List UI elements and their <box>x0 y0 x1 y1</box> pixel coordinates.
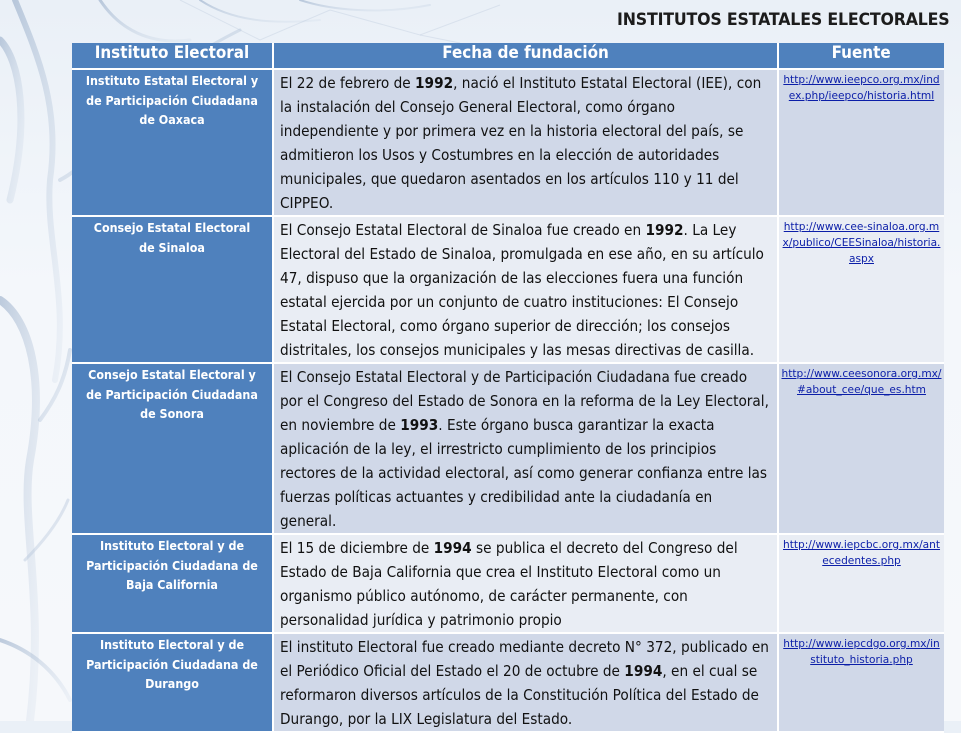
table-row <box>72 535 944 634</box>
table-header-row <box>72 43 944 70</box>
header-founding-date: Fecha de fundación <box>274 43 779 70</box>
table-row <box>72 217 944 364</box>
source-link[interactable]: http://www.iepcbc.org.mx/antecedentes.php <box>782 539 941 567</box>
institute-name: Instituto Electoral y de Participación Ciudadana de Durango <box>72 634 274 733</box>
source-link[interactable]: http://www.ceesonora.org.mx/#about_cee/que_es.htm <box>781 368 942 396</box>
source-cell <box>779 535 944 634</box>
founding-description: El 22 de febrero de 1992, nació el Instituto Estatal Electoral (IEE), con la instalación del Consejo General Electoral, como órgano independiente y por primera vez en la historia electoral del país, se admitieron los Usos y Costumbres en la elección de autoridades municipales, que quedaron asentados en los artículos 110 y 11 del CIPPEO. <box>274 70 779 217</box>
institute-name: Consejo Estatal Electoral y de Participación Ciudadana de Sonora <box>72 364 274 535</box>
header-institute: Instituto Electoral <box>72 43 274 70</box>
source-link[interactable]: http://www.cee-sinaloa.org.mx/publico/CEESinaloa/historia.aspx <box>782 221 941 265</box>
institute-name: Consejo Estatal Electoral de Sinaloa <box>72 217 274 364</box>
table-row <box>72 364 944 535</box>
institute-name: Instituto Estatal Electoral y de Participación Ciudadana de Oaxaca <box>72 70 274 217</box>
table-row <box>72 634 944 733</box>
source-cell <box>779 364 944 535</box>
table-row <box>72 70 944 217</box>
institute-name: Instituto Electoral y de Participación Ciudadana de Baja California <box>72 535 274 634</box>
founding-year: 1994 <box>433 539 472 557</box>
founding-description: El instituto Electoral fue creado mediante decreto N° 372, publicado en el Periódico Oficial del Estado el 20 de octubre de 1994, en el cual se reformaron diversos artículos de la Constitución Política del Estado de Durango, por la LIX Legislatura del Estado. <box>274 634 779 733</box>
founding-year: 1993 <box>400 416 439 434</box>
founding-description: El Consejo Estatal Electoral y de Participación Ciudadana fue creado por el Congreso del Estado de Sonora en la reforma de la Ley Electoral, en noviembre de 1993. Este órgano busca garantizar la exacta aplicación de la ley, el irrestricto cumplimiento de los principios rectores de la actividad electoral, así como generar confianza entre las fuerzas políticas actuantes y credibilidad ante la ciudadanía en general. <box>274 364 779 535</box>
institutes-table <box>72 43 944 733</box>
founding-description: El Consejo Estatal Electoral de Sinaloa fue creado en 1992. La Ley Electoral del Estado de Sinaloa, promulgada en ese año, en su artículo 47, dispuso que la organización de las elecciones fuera una función estatal ejercida por un conjunto de cuatro instituciones: El Consejo Estatal Electoral, como órgano superior de dirección; los consejos distritales, los consejos municipales y las mesas directivas de casilla. <box>274 217 779 364</box>
header-source: Fuente <box>779 43 944 70</box>
source-cell <box>779 634 944 733</box>
founding-description: El 15 de diciembre de 1994 se publica el decreto del Congreso del Estado de Baja California que crea el Instituto Electoral como un organismo público autónomo, de carácter permanente, con personalidad jurídica y patrimonio propio <box>274 535 779 634</box>
source-link[interactable]: http://www.ieepco.org.mx/index.php/ieepco/historia.html <box>783 74 940 102</box>
founding-year: 1994 <box>624 662 663 680</box>
source-cell <box>779 70 944 217</box>
founding-year: 1992 <box>415 74 454 92</box>
source-cell <box>779 217 944 364</box>
source-link[interactable]: http://www.iepcdgo.org.mx/instituto_historia.php <box>783 638 940 666</box>
founding-year: 1992 <box>645 221 684 239</box>
page-title: INSTITUTOS ESTATALES ELECTORALES <box>616 10 949 30</box>
